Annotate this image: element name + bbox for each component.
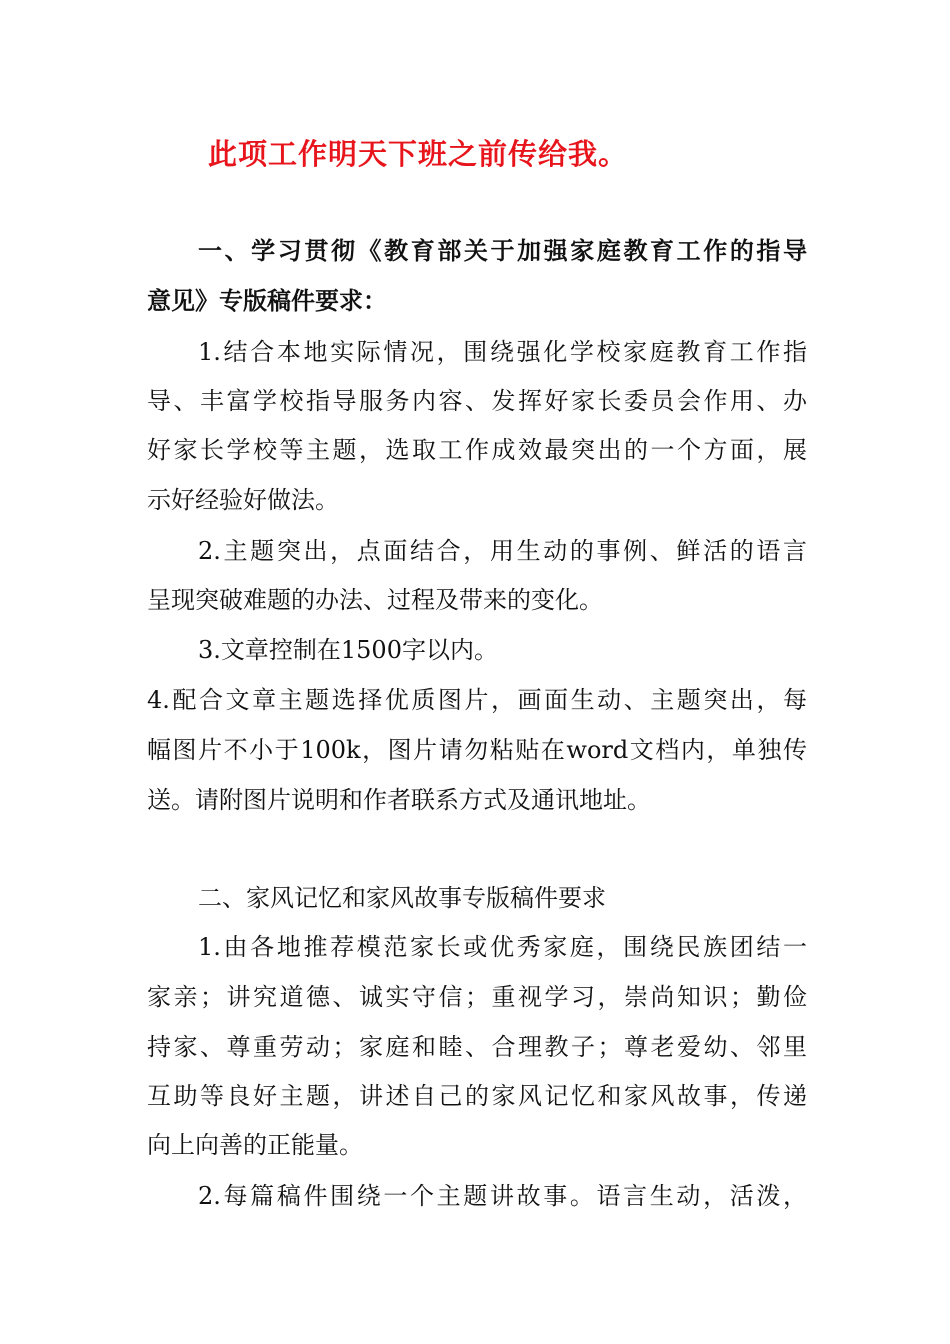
section2-item2-line-1: 2.每篇稿件围绕一个主题讲故事。语言生动，活泼， <box>198 1182 807 1210</box>
section2-item1-line-5: 向上向善的正能量。 <box>147 1131 363 1159</box>
section1-item4-line-2: 幅图片不小于100k，图片请勿粘贴在word文档内，单独传 <box>147 736 807 764</box>
section2-item1-line-4: 互助等良好主题，讲述自己的家风记忆和家风故事，传递 <box>147 1082 807 1110</box>
section1-item4-line-1: 4.配合文章主题选择优质图片，画面生动、主题突出，每 <box>147 686 807 714</box>
section1-item2-line-2: 呈现突破难题的办法、过程及带来的变化。 <box>147 586 603 614</box>
section2-heading: 二、家风记忆和家风故事专版稿件要求 <box>198 884 606 912</box>
section1-heading-line-2: 意见》专版稿件要求： <box>147 286 387 315</box>
section1-heading-line-1: 一、学习贯彻《教育部关于加强家庭教育工作的指导 <box>198 236 807 265</box>
section1-item4-line-3: 送。请附图片说明和作者联系方式及通讯地址。 <box>147 786 651 814</box>
section1-item1-line-3: 好家长学校等主题，选取工作成效最突出的一个方面，展 <box>147 436 807 464</box>
section1-item1-line-1: 1.结合本地实际情况，围绕强化学校家庭教育工作指 <box>198 338 807 366</box>
deadline-notice: 此项工作明天下班之前传给我。 <box>208 137 629 171</box>
section2-item1-line-1: 1.由各地推荐模范家长或优秀家庭，围绕民族团结一 <box>198 933 807 961</box>
section2-item1-line-2: 家亲；讲究道德、诚实守信；重视学习，崇尚知识；勤俭 <box>147 983 807 1011</box>
section1-item1-line-4: 示好经验好做法。 <box>147 486 339 514</box>
section1-item3: 3.文章控制在1500字以内。 <box>198 636 498 664</box>
section1-item2-line-1: 2.主题突出，点面结合，用生动的事例、鲜活的语言 <box>198 537 807 565</box>
section2-item1-line-3: 持家、尊重劳动；家庭和睦、合理教子；尊老爱幼、邻里 <box>147 1033 807 1061</box>
section1-item1-line-2: 导、丰富学校指导服务内容、发挥好家长委员会作用、办 <box>147 387 807 415</box>
